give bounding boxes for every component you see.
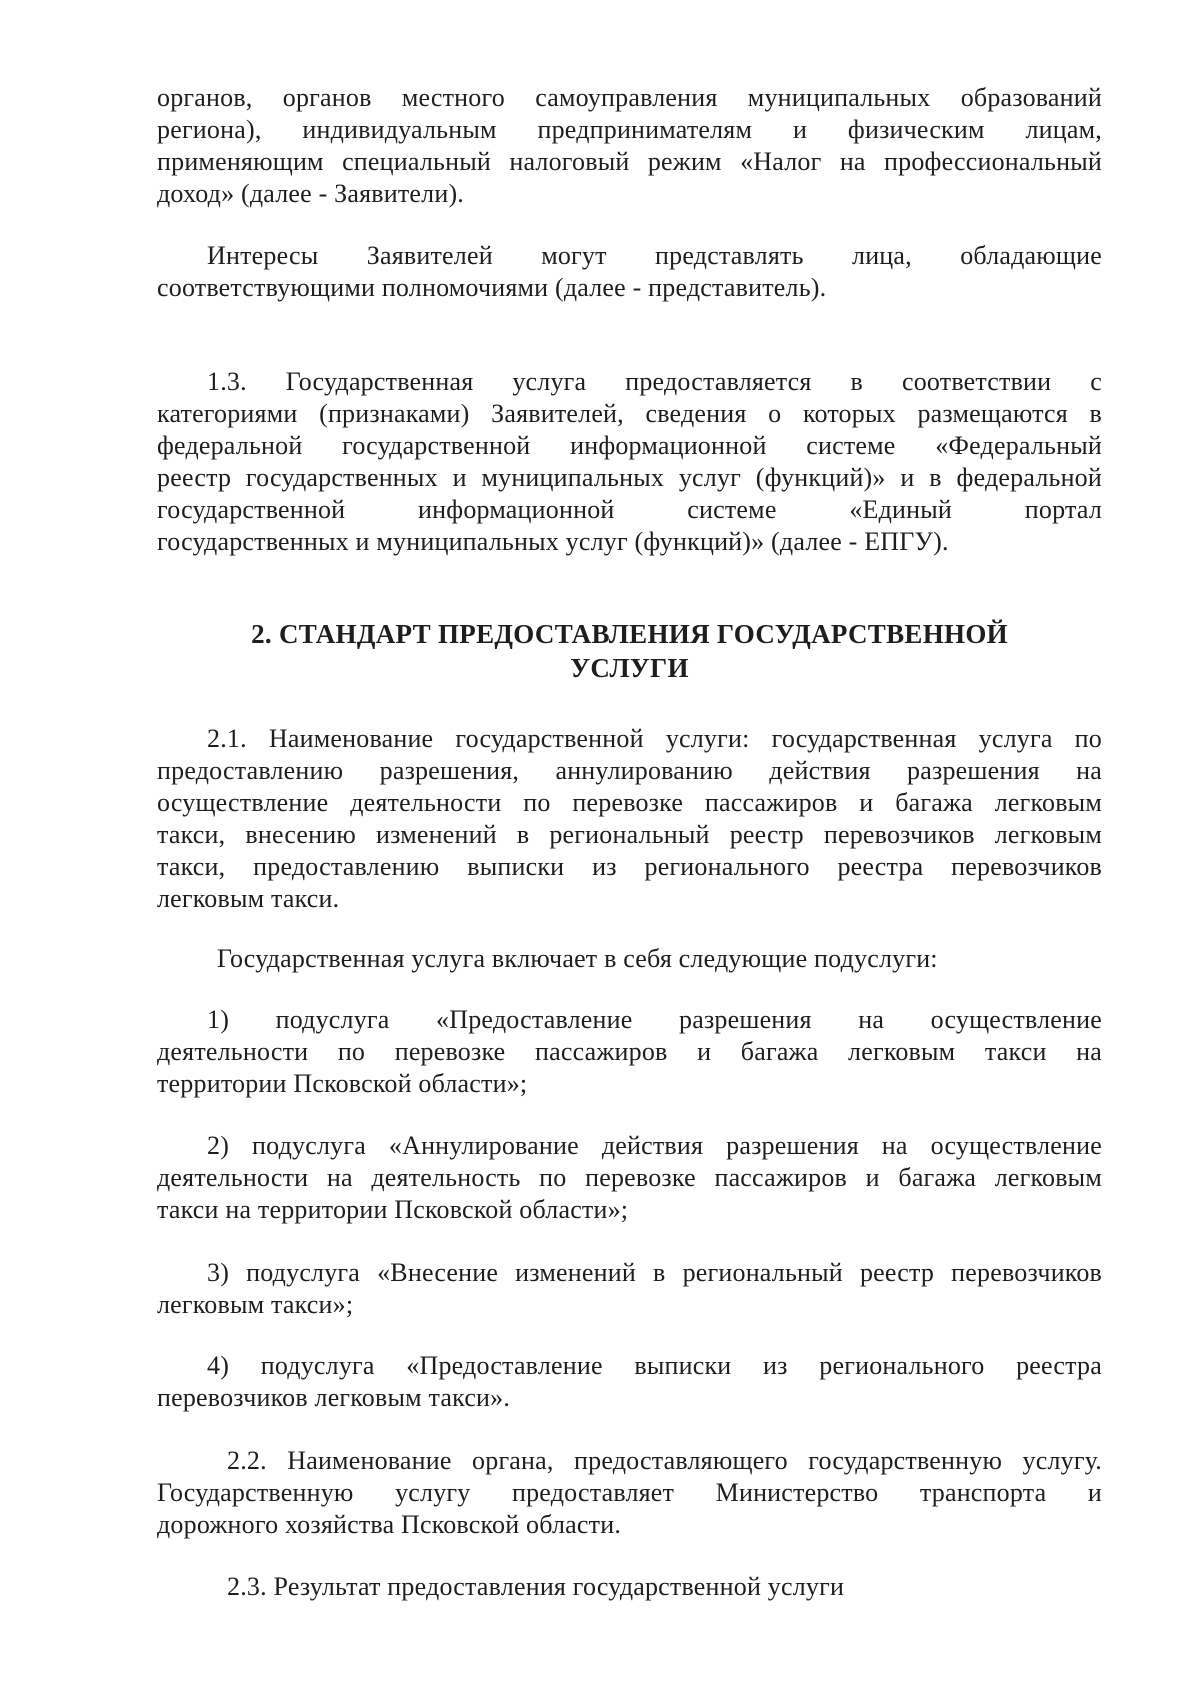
heading-line: УСЛУГИ: [570, 653, 689, 683]
text-line: государственных и муниципальных услуг (функций)» (далее - ЕПГУ).: [157, 527, 949, 556]
text-line: соответствующими полномочиями (далее - представитель).: [157, 273, 827, 302]
paragraph-subservice-2: [157, 1130, 1102, 1226]
text-line: предоставлению разрешения, аннулированию действия разрешения на: [157, 756, 1102, 785]
paragraph-subservice-4: [157, 1350, 1102, 1414]
paragraph-subservice-3: [157, 1257, 1102, 1321]
paragraph-2-3: [157, 1571, 1102, 1603]
text-line: деятельности на деятельность по перевозке пассажиров и багажа легковым: [157, 1163, 1102, 1192]
text-line: дорожного хозяйства Псковской области.: [157, 1510, 622, 1539]
text-line: государственной информационной системе «Единый портал: [157, 495, 1102, 524]
text-line: осуществление деятельности по перевозке пассажиров и багажа легковым: [157, 788, 1102, 817]
text-line: региона), индивидуальным предпринимателям и физическим лицам,: [157, 115, 1102, 144]
text-line: 3) подуслуга «Внесение изменений в региональный реестр перевозчиков: [207, 1258, 1102, 1287]
text-line: применяющим специальный налоговый режим «Налог на профессиональный: [157, 147, 1102, 176]
text-line: такси, внесению изменений в региональный реестр перевозчиков легковым: [157, 820, 1102, 849]
text-line: 2.1. Наименование государственной услуги: государственная услуга по: [207, 724, 1102, 753]
text-line: Государственную услугу предоставляет Министерство транспорта и: [157, 1478, 1102, 1507]
paragraph-subservices-intro: [157, 943, 1102, 975]
text-line: Интересы Заявителей могут представлять лица, обладающие: [207, 241, 1102, 270]
paragraph-representatives: [157, 240, 1102, 304]
text-line: 2.3. Результат предоставления государственной услуги: [227, 1572, 845, 1601]
paragraph-2-1: [157, 723, 1102, 915]
text-line: органов, органов местного самоуправления муниципальных образований: [157, 83, 1102, 112]
text-line: такси, предоставлению выписки из регионального реестра перевозчиков: [157, 852, 1102, 881]
text-line: такси на территории Псковской области»;: [157, 1195, 629, 1224]
paragraph-1-3: [157, 366, 1102, 558]
text-line: легковым такси.: [157, 884, 340, 913]
paragraph-2-2: [157, 1445, 1102, 1541]
text-line: 4) подуслуга «Предоставление выписки из регионального реестра: [207, 1351, 1102, 1380]
paragraph-applicants: [157, 82, 1102, 210]
text-line: перевозчиков легковым такси».: [157, 1383, 511, 1412]
heading-line: 2. СТАНДАРТ ПРЕДОСТАВЛЕНИЯ ГОСУДАРСТВЕННОЙ: [251, 619, 1008, 649]
text-line: реестр государственных и муниципальных услуг (функций)» и в федеральной: [157, 463, 1102, 492]
section-heading: [157, 617, 1102, 685]
paragraph-subservice-1: [157, 1004, 1102, 1100]
text-line: 1) подуслуга «Предоставление разрешения на осуществление: [207, 1005, 1102, 1034]
text-line: деятельности по перевозке пассажиров и багажа легковым такси на: [157, 1037, 1102, 1066]
text-line: территории Псковской области»;: [157, 1069, 528, 1098]
text-line: легковым такси»;: [157, 1290, 354, 1319]
text-line: 2.2. Наименование органа, предоставляющего государственную услугу.: [227, 1446, 1102, 1475]
text-line: категориями (признаками) Заявителей, сведения о которых размещаются в: [157, 399, 1102, 428]
text-line: 2) подуслуга «Аннулирование действия разрешения на осуществление: [207, 1131, 1102, 1160]
text-line: Государственная услуга включает в себя следующие подуслуги:: [217, 944, 938, 973]
text-line: доход» (далее - Заявители).: [157, 179, 465, 208]
text-line: 1.3. Государственная услуга предоставляется в соответствии с: [207, 367, 1102, 396]
text-line: федеральной государственной информационной системе «Федеральный: [157, 431, 1102, 460]
